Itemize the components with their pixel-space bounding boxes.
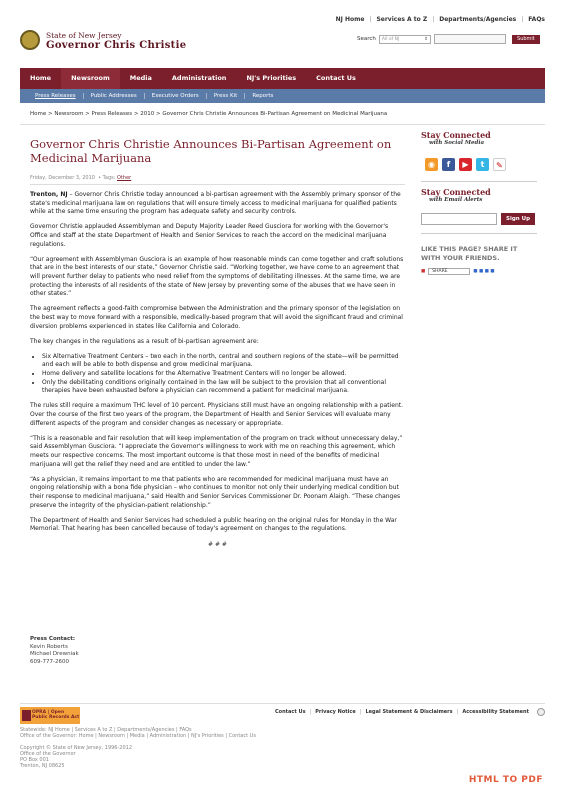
search-scope-select[interactable] bbox=[379, 35, 431, 44]
contact-label: Press Contact: bbox=[30, 636, 76, 642]
share-prompt: LIKE THIS PAGE? SHARE IT WITH YOUR FRIENDS. bbox=[421, 245, 518, 262]
youtube-icon[interactable]: ▶ bbox=[459, 158, 472, 171]
footer-legal[interactable]: Legal Statement & Disclaimers bbox=[365, 709, 453, 715]
sub-nav bbox=[20, 89, 545, 103]
breadcrumb[interactable]: Home > Newsroom > Press Releases > 2010 > Governor Chris Christie Announces Bi-Partisan Agreement on Medicinal Marijuana bbox=[30, 111, 388, 117]
article-date: Friday, December 3, 2010 bbox=[30, 175, 95, 181]
subnav-press-kit[interactable]: Press Kit bbox=[207, 93, 246, 99]
share-service-icons[interactable]: ■ ■ ■ ■ bbox=[473, 269, 495, 274]
paragraph: The Department of Health and Senior Services had scheduled a public hearing on the original rules for Monday in the War Memorial. That hearing has been cancelled because of today's agreement on changes to the regulations. bbox=[30, 516, 397, 533]
footer-privacy[interactable]: Privacy Notice bbox=[315, 709, 356, 715]
header-state: State of New Jersey bbox=[46, 31, 122, 40]
top-links bbox=[336, 16, 545, 23]
list-item: • Only the debilitating conditions originally contained in the law will be subject to the provision that all conventional therapies have been exhausted before a physician can recommend a patient for medicinal marijuana. bbox=[42, 379, 405, 396]
separator: | bbox=[359, 709, 362, 715]
nav-contact[interactable]: Contact Us bbox=[316, 74, 356, 82]
main-nav bbox=[20, 68, 545, 89]
sidebar bbox=[421, 130, 537, 275]
divider bbox=[20, 124, 545, 125]
address-line: PO Box 001 bbox=[20, 757, 49, 763]
opra-icon bbox=[22, 710, 31, 721]
email-input[interactable] bbox=[421, 213, 497, 225]
list-item: • Six Alternative Treatment Centers – two each in the north, central and southern regions of the state—will be permitted and each will be able to both dispense and grow medicinal marijuana. bbox=[42, 353, 405, 370]
contact-phone: 609-777-2600 bbox=[30, 658, 69, 665]
separator: | bbox=[432, 16, 435, 23]
subnav-public-addresses[interactable]: Public Addresses bbox=[84, 93, 145, 99]
search-submit-button[interactable]: Submit bbox=[512, 35, 540, 44]
contact-name: Kevin Roberts bbox=[30, 643, 68, 650]
article bbox=[30, 137, 405, 555]
facebook-icon[interactable]: f bbox=[442, 158, 455, 171]
footer-divider bbox=[20, 703, 545, 704]
separator: | bbox=[521, 16, 524, 23]
footer-links bbox=[275, 709, 529, 715]
tags-label: Tags: bbox=[102, 175, 116, 181]
top-link-nj-home[interactable]: NJ Home bbox=[335, 16, 365, 23]
search-label: Search bbox=[357, 36, 376, 42]
separator: | bbox=[456, 709, 459, 715]
address-line: Trenton, NJ 08625 bbox=[20, 763, 65, 769]
paragraph bbox=[30, 191, 405, 217]
nav-administration[interactable]: Administration bbox=[171, 74, 227, 82]
nav-home[interactable]: Home bbox=[30, 74, 52, 82]
header-governor[interactable]: Governor Chris Christie bbox=[46, 40, 187, 51]
flickr-icon[interactable]: ✎ bbox=[493, 158, 506, 171]
separator: | bbox=[369, 16, 372, 23]
accessibility-icon[interactable] bbox=[537, 708, 545, 716]
share-widget bbox=[421, 268, 537, 275]
dateline: Trenton, NJ bbox=[30, 191, 68, 198]
nav-newsroom[interactable]: Newsroom bbox=[61, 68, 120, 89]
search-scope-value: All of NJ bbox=[381, 36, 400, 42]
share-icon: ■ bbox=[421, 269, 426, 274]
paragraph: “As a physician, it remains important to me that patients who are recommended for medicinal marijuana must have an ongoing relationship with a bona fide physician – who continues to monitor not only their underlying medical condition but their response to medicinal marijuana,” said Health and Senior Services Commissioner Dr. Poonam Alaigh. “These changes preserve the integrity of the physician-patient relationship.” bbox=[30, 475, 401, 509]
share-button[interactable]: SHARE bbox=[428, 268, 470, 275]
paragraph: The key changes in the regulations as a result of bi-partisan agreement are: bbox=[30, 337, 259, 345]
top-link-departments[interactable]: Departments/Agencies bbox=[439, 16, 517, 23]
state-seal-logo[interactable] bbox=[20, 30, 40, 50]
copyright: Copyright © State of New Jersey, 1996-2012 bbox=[20, 745, 133, 751]
footer-office-links[interactable]: Office of the Governor: Home | Newsroom | Media | Administration | NJ's Priorities | Contact Us bbox=[20, 733, 256, 739]
stay-connected-heading: Stay Connected bbox=[421, 130, 491, 140]
nav-priorities[interactable]: NJ's Priorities bbox=[246, 74, 297, 82]
opra-logo[interactable] bbox=[20, 707, 80, 724]
top-link-faqs[interactable]: FAQs bbox=[528, 16, 545, 23]
subnav-executive-orders[interactable]: Executive Orders bbox=[145, 93, 207, 99]
html-to-pdf-watermark: HTML TO PDF bbox=[468, 775, 543, 785]
paragraph: “This is a reasonable and fair resolution that will keep implementation of the program on track without unnecessary delay,” said Assemblyman Gusciora. “I appreciate the Governor's willingness to work with me on reaching this agreement, which meets our respective concerns. The most important outcome is that those most in need of the benefits of medicinal marijuana will get the relief they need and are entitled to under the law.” bbox=[30, 434, 403, 468]
contact-name: Michael Drewniak bbox=[30, 651, 79, 658]
paragraph: The agreement reflects a good-faith compromise between the Administration and the primary sponsor of the legislation on the best way to move forward with a responsible, medically-based program that will avoid the significant fraud and criminal diversion problems experienced in states like California and Colorado. bbox=[30, 305, 403, 330]
sign-up-button[interactable]: Sign Up bbox=[501, 213, 535, 225]
address-line: Office of the Governor bbox=[20, 751, 76, 757]
paragraph: Governor Christie applauded Assemblyman and Deputy Majority Leader Reed Gusciora for working with the Governor's Office and staff at the state Department of Health and Senior Services to reach the accord on the medicinal marijuana regulations. bbox=[30, 223, 389, 248]
key-changes-list bbox=[42, 353, 405, 396]
chevron-down-icon: ⇕ bbox=[424, 36, 428, 42]
footer-contact-us[interactable]: Contact Us bbox=[274, 709, 306, 715]
divider bbox=[421, 181, 537, 182]
nav-media[interactable]: Media bbox=[129, 74, 152, 82]
press-contact bbox=[30, 636, 79, 666]
social-media-subheading: with Social Media bbox=[429, 140, 485, 146]
top-link-services[interactable]: Services A to Z bbox=[376, 16, 428, 23]
divider bbox=[421, 233, 537, 234]
stay-connected-email-heading: Stay Connected bbox=[421, 187, 491, 197]
list-item: • Home delivery and satellite locations for the Alternative Treatment Centers will no longer be allowed. bbox=[42, 370, 405, 379]
social-icons bbox=[425, 158, 537, 171]
lead-text: – Governor Chris Christie today announced a bi-partisan agreement with the Assembly primary sponsor of the state's medicinal marijuana law on regulations that will ensure timely access to medicinal marijuana for qualified patients while at the same time ensuring the program has adequate safety and security controls. bbox=[30, 191, 401, 216]
search-bar bbox=[357, 34, 540, 44]
search-input[interactable] bbox=[434, 34, 506, 44]
email-signup bbox=[421, 213, 537, 225]
subnav-reports[interactable]: Reports bbox=[252, 93, 274, 99]
end-mark: # # # bbox=[208, 540, 227, 548]
footer-statewide-links[interactable]: Statewide: NJ Home | Services A to Z | Departments/Agencies | FAQs bbox=[20, 727, 192, 733]
separator: | bbox=[309, 709, 312, 715]
rss-icon[interactable]: ◉ bbox=[425, 158, 438, 171]
article-title: Governor Chris Christie Announces Bi-Partisan Agreement on Medicinal Marijuana bbox=[30, 137, 392, 165]
paragraph: “Our agreement with Assemblyman Gusciora is an example of how reasonable minds can come together and craft solutions that are in the best interests of our state,” Governor Christie said. “Working together, we have come to an agreement that will prevent further delay to patients who need relief from the symptoms of debilitating illnesses. At the same time, we are protecting the interests of all residents of the state of New Jersey by preventing some of the abuses that we have seen in other states.” bbox=[30, 255, 404, 298]
opra-logo-text: OPRA | Open Public Records Act bbox=[32, 710, 80, 720]
subnav-press-releases[interactable]: Press Releases bbox=[28, 93, 84, 99]
twitter-icon[interactable]: t bbox=[476, 158, 489, 171]
article-meta: Friday, December 3, 2010 • Tags: Other bbox=[30, 175, 405, 185]
paragraph: The rules still require a maximum THC level of 10 percent. Physicians still must have an ongoing relationship with a patient. Over the course of the first two years of the program, the Department of Health and Senior Services will evaluate many different aspects of the program and consider changes as necessary or appropriate. bbox=[30, 402, 404, 427]
email-alerts-subheading: with Email Alerts bbox=[429, 197, 483, 203]
tag-link[interactable]: Other bbox=[117, 175, 132, 181]
footer-accessibility[interactable]: Accessibility Statement bbox=[462, 709, 529, 715]
